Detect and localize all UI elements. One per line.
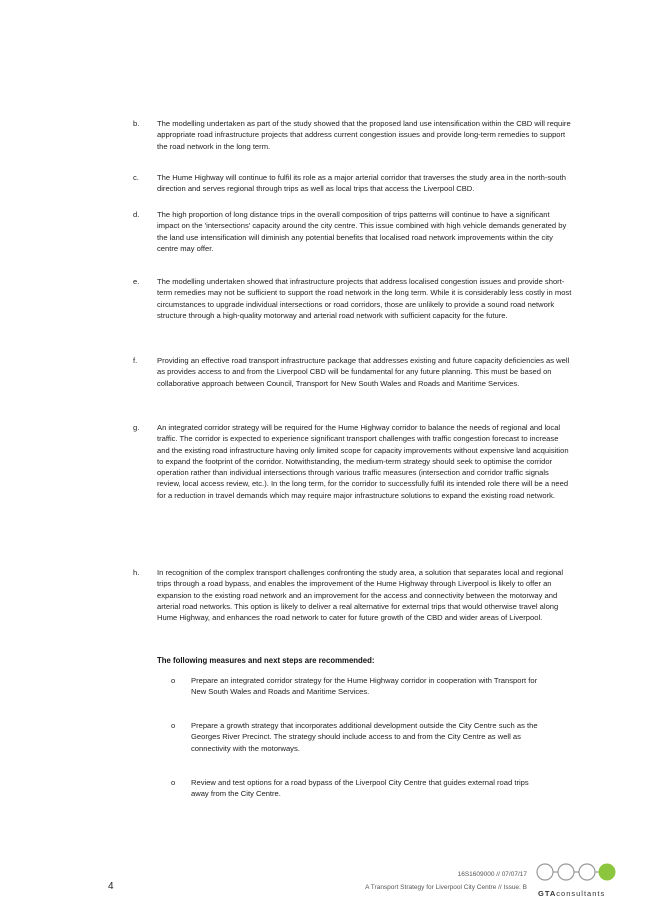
- footer-reference: 16S1609000 // 07/07/17: [457, 871, 527, 878]
- bullet-marker: o: [171, 676, 176, 685]
- logo-circle-1: [537, 864, 553, 880]
- logo-circle-2: [558, 864, 574, 880]
- bullet-text: Prepare an integrated corridor strategy for the Hume Highway corridor in cooperation with Transport for New South Wales and Roads and Maritime Services.: [191, 676, 538, 697]
- list-item-text: The modelling undertaken showed that infrastructure projects that address localised congestion issues and provide short-term remedies may not be sufficient to support the road network in the long term. While it is considerably less costly in most circumstances to upgrade individual intersections or road corridors, those are unlikely to provide a sound road network structure through a high-quality motorway and arterial road network with sufficient capacity for the future.: [157, 277, 572, 320]
- list-marker: b.: [133, 119, 140, 128]
- list-marker: f.: [133, 356, 138, 365]
- footer-document-title: A Transport Strategy for Liverpool City Centre // Issue: B: [365, 884, 527, 891]
- list-item-text: The modelling undertaken as part of the study showed that the proposed land use intensification within the CBD will require appropriate road infrastructure projects that address current congestion issues and provide long-term remedies to support the road network in the long term.: [157, 119, 571, 151]
- bullet-text: Prepare a growth strategy that incorporates additional development outside the City Centre such as the Georges River Precinct. The strategy should include access to and from the City Centre as well as connectivity with the motorways.: [191, 721, 538, 753]
- list-item-text: In recognition of the complex transport challenges confronting the study area, a solution that separates local and regional trips through a road bypass, and enables the improvement of the Hume Highway through Liverpool is likely to offer an expansion to the existing road network and an improvement for the access and connectivity between the motorway and arterial road networks. This option is likely to deliver a real alternative for external trips that would otherwise travel along Hume Highway, and enhances the road network to cater for future growth of the CBD and wider areas of Liverpool.: [157, 568, 564, 623]
- list-marker: h.: [133, 568, 140, 577]
- logo-circle-green: [599, 864, 616, 881]
- logo-wordmark-bold: GTA: [538, 889, 557, 898]
- bullet-marker: o: [171, 778, 176, 787]
- list-item-text: The high proportion of long distance trips in the overall composition of trips patterns will continue to have a significant impact on the 'intersections' capacity around the city centre. This issue combined with high vehicle demands generated by the land use intensification will diminish any potential benefits that localised road network improvements within the city centre may offer.: [157, 210, 567, 253]
- logo-circle-3: [579, 864, 595, 880]
- list-item-text: The Hume Highway will continue to fulfil its role as a major arterial corridor that traverses the study area in the north-south direction and serves regional through trips as well as local trips that access the Liverpool CBD.: [157, 173, 566, 194]
- bullet-marker: o: [171, 721, 176, 730]
- list-item-text: An integrated corridor strategy will be required for the Hume Highway corridor to balance the needs of regional and local traffic. The corridor is expected to experience significant transport challenges with traffic congestion forecast to increase and the existing road infrastructure having only limited scope for capacity improvements without expensive land acquisition to expand the footprint of the corridor. Notwithstanding, the medium-term strategy should seek to optimise the corridor operation rather than individual intersections through various traffic measures (intersection and corridor traffic signals review, local access review, etc.). In the long term, for the corridor to successfully fulfil its intended role there will be a need for a reduction in travel demands which may require major infrastructure solutions to expand the existing road network.: [157, 423, 569, 500]
- bullet-text: Review and test options for a road bypass of the Liverpool City Centre that guides external road trips away from the City Centre.: [191, 778, 529, 799]
- logo-wordmark-rest: consultants: [556, 889, 606, 898]
- list-marker: g.: [133, 423, 140, 432]
- list-item-text: Providing an effective road transport infrastructure package that addresses existing and future capacity deficiencies as well as provides access to and from the Liverpool CBD will be fundamental for any future planning. This must be based on collaborative approach between Council, Transport for New South Wales and Roads and Maritime Services.: [157, 356, 570, 388]
- page-number: 4: [108, 881, 114, 892]
- recommendations-heading: The following measures and next steps are recommended:: [157, 656, 375, 665]
- list-marker: c.: [133, 173, 139, 182]
- logo-wordmark: [538, 889, 605, 898]
- list-marker: d.: [133, 210, 140, 219]
- list-marker: e.: [133, 277, 140, 286]
